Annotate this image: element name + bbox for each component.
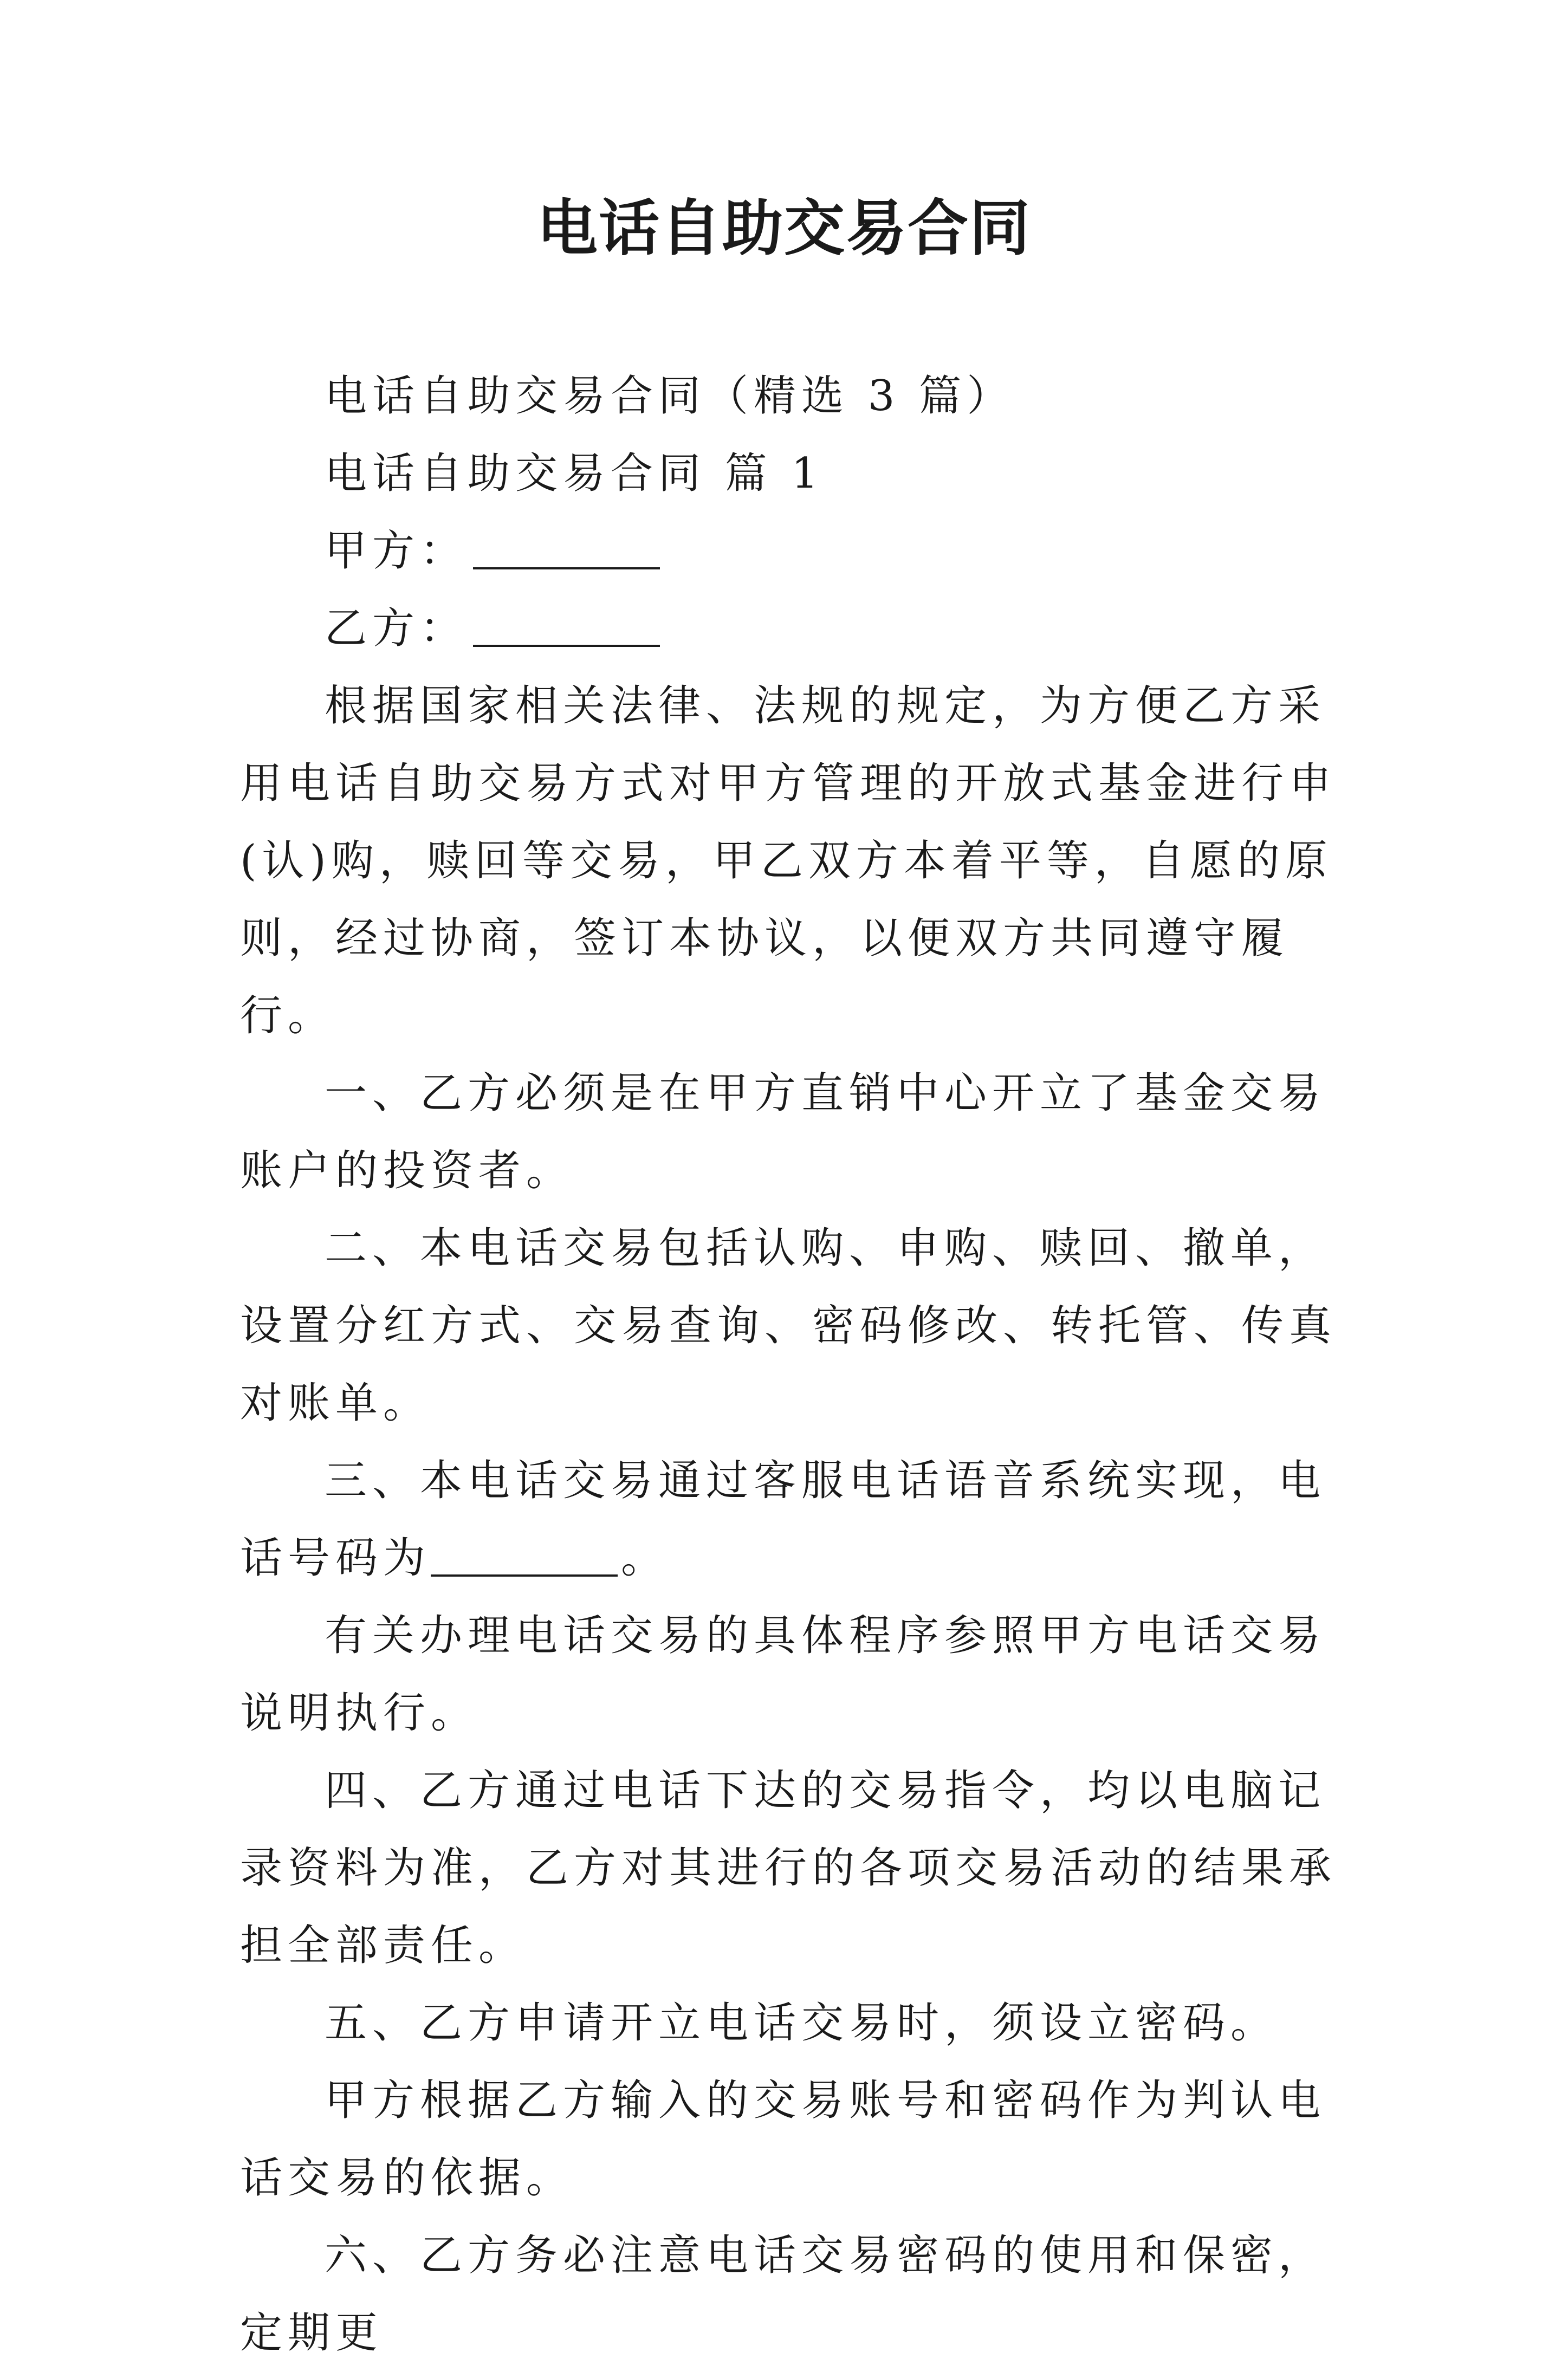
clause-6: 六、乙方务必注意电话交易密码的使用和保密，定期更: [240, 2231, 1326, 2357]
party-a-label: 甲方：: [325, 527, 468, 575]
party-a-line: [240, 513, 1337, 590]
clause-3: [240, 1442, 1337, 1597]
clause-4: 四、乙方通过电话下达的交易指令，均以电脑记录资料为准，乙方对其进行的各项交易活动的结果承担全部责任。: [240, 1766, 1337, 1970]
party-b-label: 乙方：: [325, 604, 468, 653]
preamble-paragraph: 根据国家相关法律、法规的规定，为方便乙方采用电话自助交易方式对甲方管理的开放式基金进行申(认)购，赎回等交易，甲乙双方本着平等，自愿的原则，经过协商，签订本协议，以便双方共同遵守履行。: [240, 682, 1337, 1040]
clause-1: 一、乙方必须是在甲方直销中心开立了基金交易账户的投资者。: [240, 1069, 1326, 1195]
phone-number-blank: [431, 1574, 618, 1577]
document-title: 电话自助交易合同: [537, 193, 1031, 264]
clause-5-note: 甲方根据乙方输入的交易账号和密码作为判认电话交易的依据。: [240, 2076, 1326, 2202]
clause-2: 二、本电话交易包括认购、申购、赎回、撤单，设置分红方式、交易查询、密码修改、转托管、传真对账单。: [240, 1224, 1337, 1428]
clause-3-text: 三、本电话交易通过客服电话语音系统实现，电话号码为: [240, 1456, 1326, 1583]
clause-5: 五、乙方申请开立电话交易时，须设立密码。: [325, 1999, 1279, 2047]
party-b-line: [240, 590, 1337, 667]
subtitle: 电话自助交易合同（精选 3 篇）: [325, 372, 1015, 420]
document-body: [240, 358, 1337, 2372]
section-heading: 电话自助交易合同 篇 1: [325, 449, 824, 498]
party-b-blank: [473, 645, 660, 647]
party-a-blank: [473, 567, 660, 569]
clause-3-note: 有关办理电话交易的具体程序参照甲方电话交易说明执行。: [240, 1611, 1326, 1738]
clause-3-end: 。: [621, 1534, 669, 1583]
